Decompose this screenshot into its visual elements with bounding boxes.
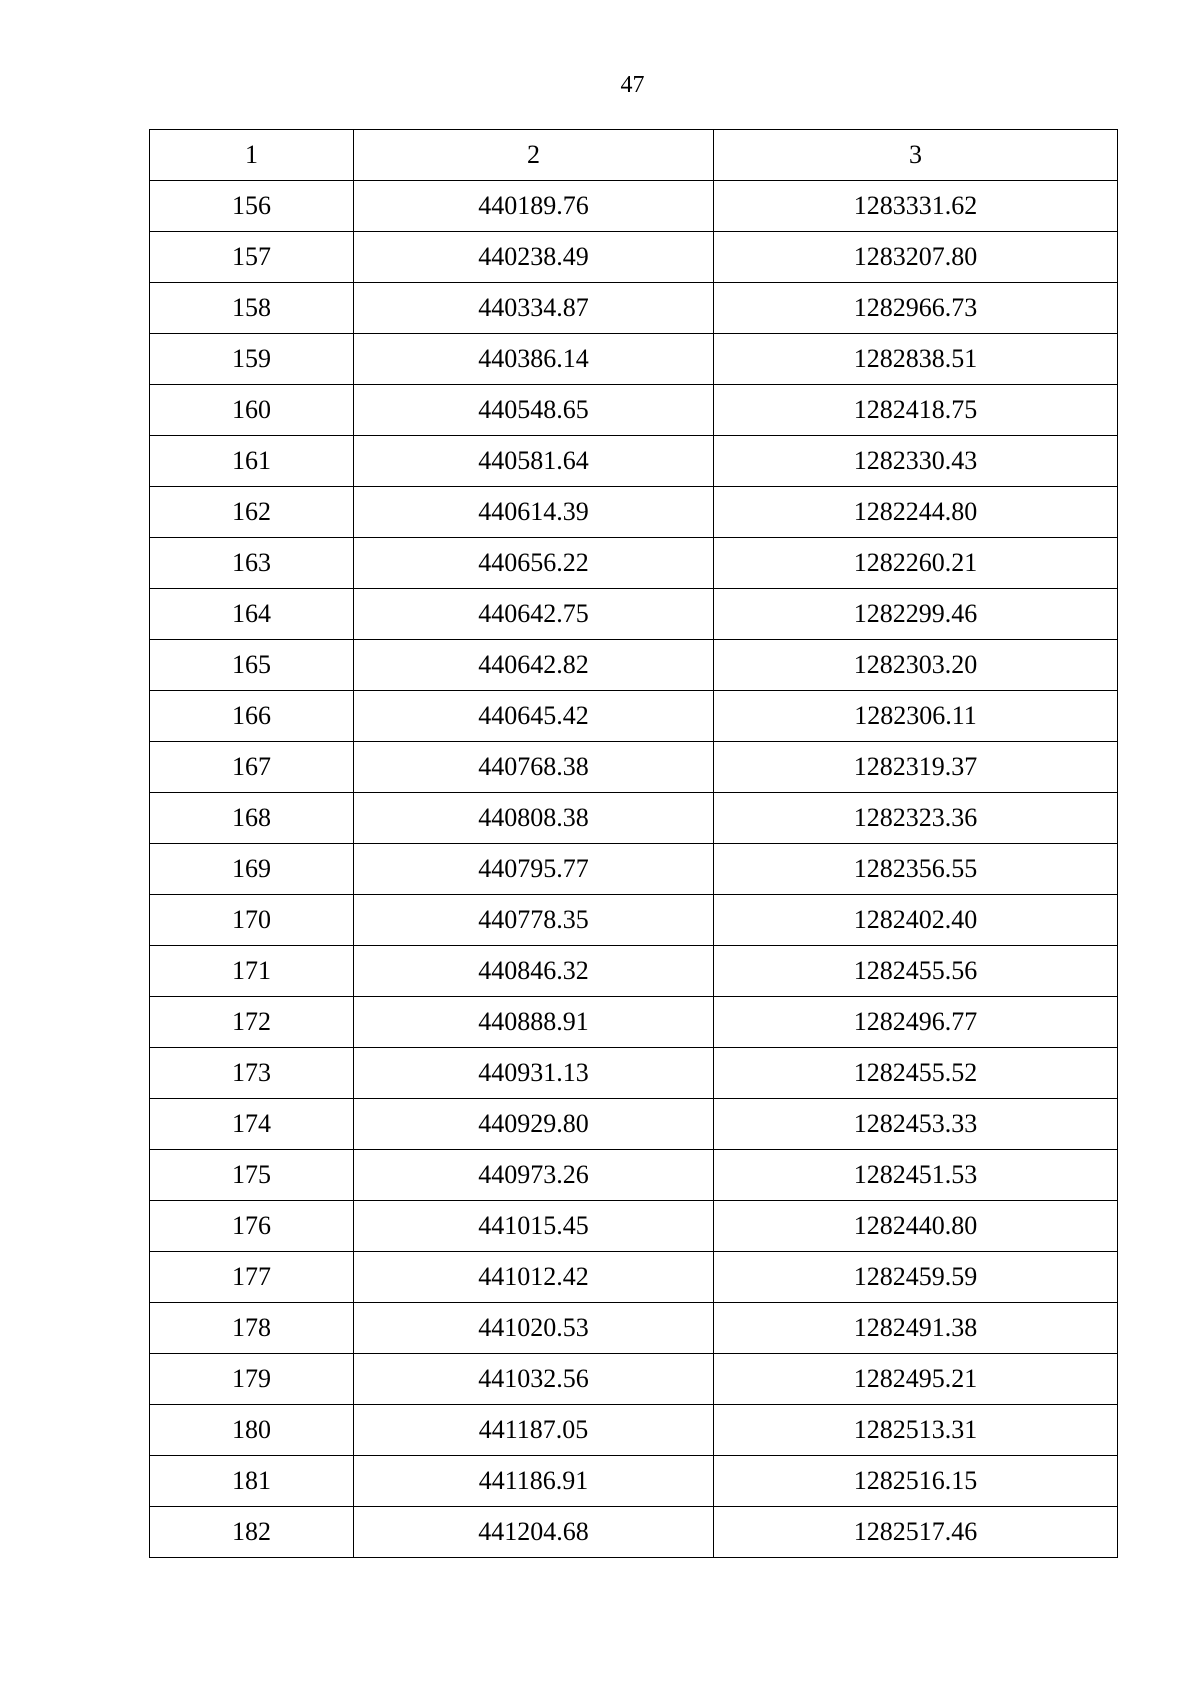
table-cell-col-1: 162 (150, 487, 354, 538)
table-cell-col-3: 1282966.73 (714, 283, 1118, 334)
table-cell-col-3: 1282496.77 (714, 997, 1118, 1048)
table-cell-col-1: 158 (150, 283, 354, 334)
table-row (150, 691, 1118, 742)
table-row (150, 844, 1118, 895)
table-row (150, 334, 1118, 385)
table-cell-col-2: 440386.14 (354, 334, 714, 385)
table-cell-col-2: 440973.26 (354, 1150, 714, 1201)
table-cell-col-1: 171 (150, 946, 354, 997)
table-cell-col-1: 178 (150, 1303, 354, 1354)
table-cell-col-2: 440238.49 (354, 232, 714, 283)
table-cell-col-1: 179 (150, 1354, 354, 1405)
table-cell-col-3: 1282495.21 (714, 1354, 1118, 1405)
table-cell-col-3: 1282319.37 (714, 742, 1118, 793)
table-cell-col-2: 440642.75 (354, 589, 714, 640)
table-cell-col-1: 166 (150, 691, 354, 742)
table-cell-col-1: 172 (150, 997, 354, 1048)
table-cell-col-3: 1282838.51 (714, 334, 1118, 385)
table-cell-col-1: 170 (150, 895, 354, 946)
header-cell-1: 1 (150, 130, 354, 181)
table-cell-col-3: 1282513.31 (714, 1405, 1118, 1456)
table-cell-col-1: 181 (150, 1456, 354, 1507)
table-cell-col-3: 1282459.59 (714, 1252, 1118, 1303)
table-cell-col-2: 441187.05 (354, 1405, 714, 1456)
table-row (150, 946, 1118, 997)
table-cell-col-2: 441186.91 (354, 1456, 714, 1507)
table-cell-col-2: 440888.91 (354, 997, 714, 1048)
table-cell-col-2: 440808.38 (354, 793, 714, 844)
table-row (150, 1252, 1118, 1303)
table-cell-col-1: 175 (150, 1150, 354, 1201)
table-cell-col-3: 1282323.36 (714, 793, 1118, 844)
table-body (150, 130, 1118, 1558)
table-row (150, 793, 1118, 844)
table-cell-col-2: 440768.38 (354, 742, 714, 793)
table-cell-col-3: 1283331.62 (714, 181, 1118, 232)
table-row (150, 487, 1118, 538)
table-cell-col-1: 161 (150, 436, 354, 487)
table-cell-col-3: 1282453.33 (714, 1099, 1118, 1150)
table-row (150, 1405, 1118, 1456)
table-cell-col-3: 1282306.11 (714, 691, 1118, 742)
table-row (150, 1048, 1118, 1099)
table-cell-col-3: 1282516.15 (714, 1456, 1118, 1507)
table-cell-col-2: 441012.42 (354, 1252, 714, 1303)
table-cell-col-3: 1282455.52 (714, 1048, 1118, 1099)
table-cell-col-2: 441204.68 (354, 1507, 714, 1558)
table-cell-col-1: 160 (150, 385, 354, 436)
table-row (150, 232, 1118, 283)
table-cell-col-2: 441015.45 (354, 1201, 714, 1252)
table-row (150, 1099, 1118, 1150)
table-cell-col-1: 174 (150, 1099, 354, 1150)
table-cell-col-2: 440931.13 (354, 1048, 714, 1099)
table-cell-col-2: 440334.87 (354, 283, 714, 334)
table-cell-col-2: 440656.22 (354, 538, 714, 589)
coordinates-table (149, 129, 1118, 1558)
table-row (150, 997, 1118, 1048)
table-cell-col-3: 1282440.80 (714, 1201, 1118, 1252)
table-cell-col-2: 440846.32 (354, 946, 714, 997)
table-row (150, 436, 1118, 487)
table-cell-col-2: 440929.80 (354, 1099, 714, 1150)
table-cell-col-3: 1282330.43 (714, 436, 1118, 487)
table-cell-col-1: 163 (150, 538, 354, 589)
table-cell-col-3: 1283207.80 (714, 232, 1118, 283)
table-cell-col-1: 177 (150, 1252, 354, 1303)
table-row (150, 589, 1118, 640)
table-row (150, 1201, 1118, 1252)
table-row (150, 895, 1118, 946)
table-cell-col-3: 1282517.46 (714, 1507, 1118, 1558)
table-cell-col-2: 441020.53 (354, 1303, 714, 1354)
table-cell-col-2: 440778.35 (354, 895, 714, 946)
table-cell-col-1: 165 (150, 640, 354, 691)
table-cell-col-3: 1282260.21 (714, 538, 1118, 589)
table-row (150, 385, 1118, 436)
table-cell-col-3: 1282299.46 (714, 589, 1118, 640)
table-cell-col-3: 1282491.38 (714, 1303, 1118, 1354)
table-cell-col-1: 180 (150, 1405, 354, 1456)
table-row (150, 538, 1118, 589)
table-cell-col-1: 167 (150, 742, 354, 793)
table-cell-col-2: 441032.56 (354, 1354, 714, 1405)
table-cell-col-2: 440614.39 (354, 487, 714, 538)
table-cell-col-2: 440189.76 (354, 181, 714, 232)
table-cell-col-2: 440548.65 (354, 385, 714, 436)
table-cell-col-2: 440645.42 (354, 691, 714, 742)
table-cell-col-3: 1282402.40 (714, 895, 1118, 946)
table-row (150, 1150, 1118, 1201)
table-cell-col-3: 1282356.55 (714, 844, 1118, 895)
table-cell-col-3: 1282455.56 (714, 946, 1118, 997)
table-cell-col-3: 1282451.53 (714, 1150, 1118, 1201)
table-row (150, 1507, 1118, 1558)
table-cell-col-3: 1282418.75 (714, 385, 1118, 436)
header-cell-2: 2 (354, 130, 714, 181)
table-row (150, 640, 1118, 691)
table-row (150, 1456, 1118, 1507)
table-row (150, 1354, 1118, 1405)
table-row (150, 742, 1118, 793)
table-cell-col-3: 1282303.20 (714, 640, 1118, 691)
table-cell-col-1: 182 (150, 1507, 354, 1558)
table-cell-col-2: 440642.82 (354, 640, 714, 691)
table-row (150, 1303, 1118, 1354)
table-cell-col-3: 1282244.80 (714, 487, 1118, 538)
table-cell-col-2: 440581.64 (354, 436, 714, 487)
page-number: 47 (620, 72, 645, 98)
table-cell-col-1: 168 (150, 793, 354, 844)
table-row (150, 181, 1118, 232)
table-cell-col-1: 169 (150, 844, 354, 895)
table-cell-col-1: 159 (150, 334, 354, 385)
table-cell-col-1: 157 (150, 232, 354, 283)
table-cell-col-1: 173 (150, 1048, 354, 1099)
table-row (150, 283, 1118, 334)
table-cell-col-1: 156 (150, 181, 354, 232)
table-header-row (150, 130, 1118, 181)
header-cell-3: 3 (714, 130, 1118, 181)
table-cell-col-2: 440795.77 (354, 844, 714, 895)
table-cell-col-1: 164 (150, 589, 354, 640)
table-cell-col-1: 176 (150, 1201, 354, 1252)
